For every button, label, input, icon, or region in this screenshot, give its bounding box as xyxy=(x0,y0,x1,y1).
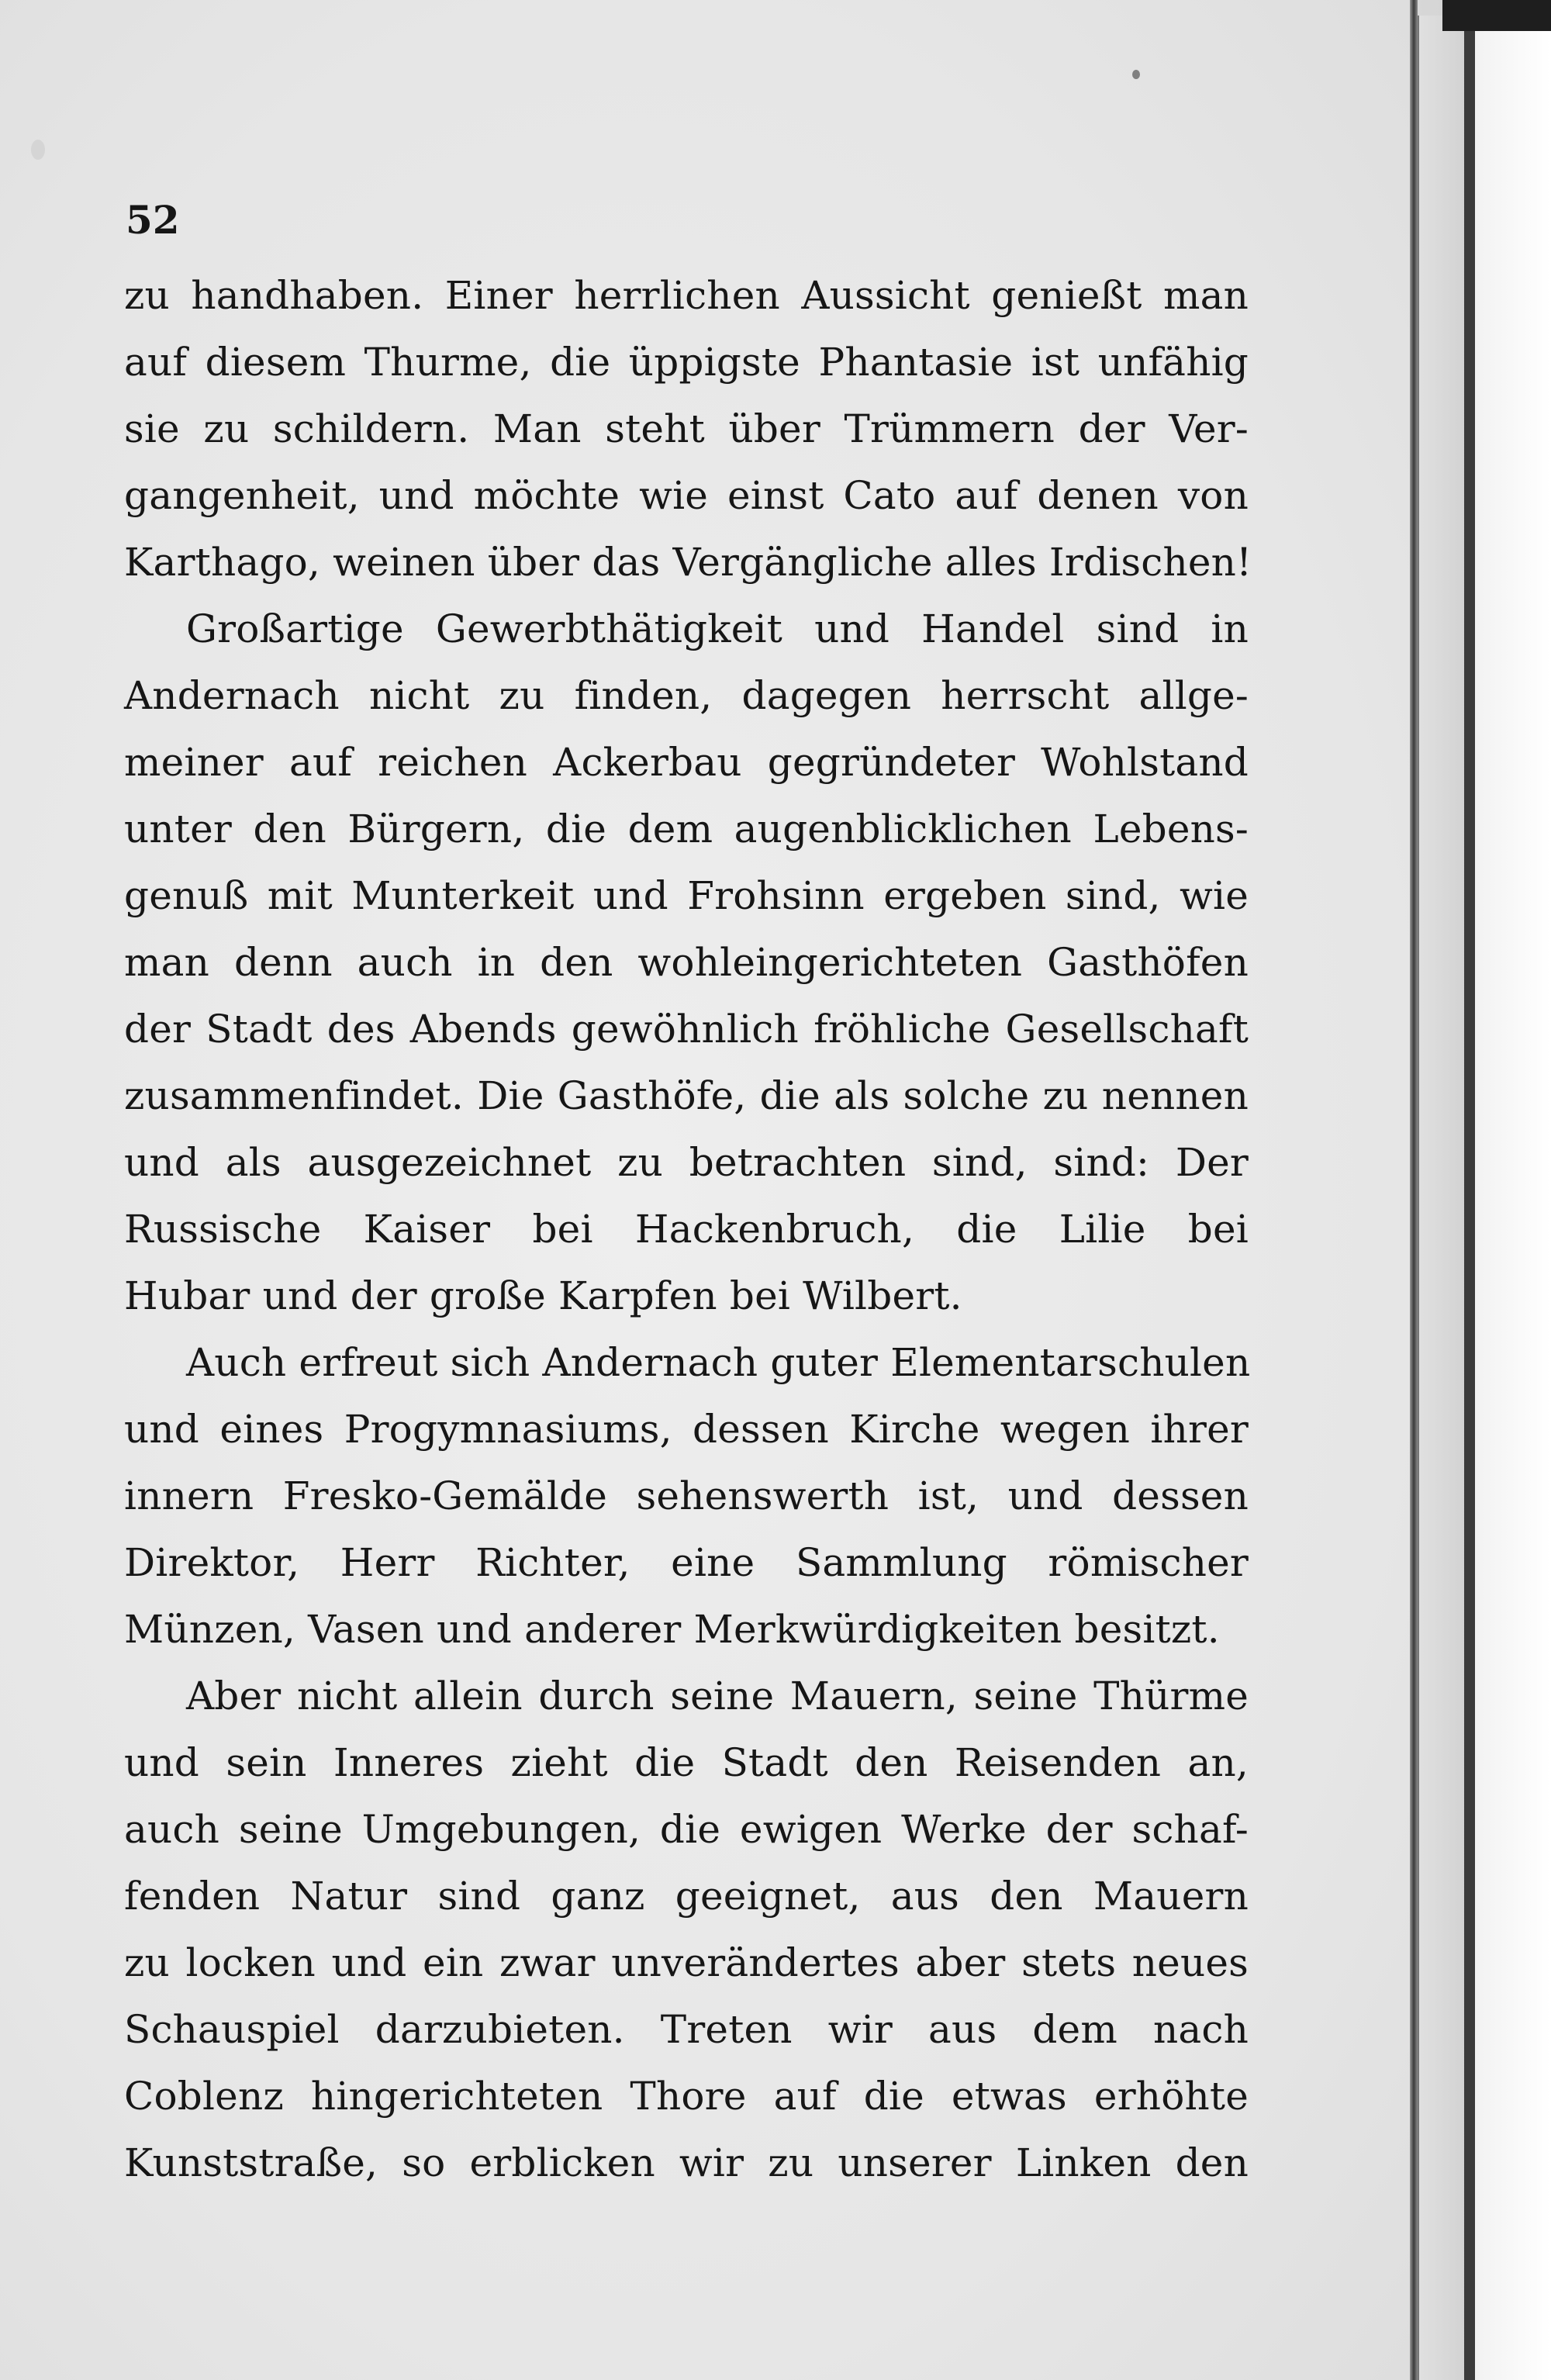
paper-smudge xyxy=(1132,70,1140,79)
text-line: zu handhaben. Einer herrlichen Aussicht genießt man xyxy=(124,273,1249,318)
text-line: Aber nicht allein durch seine Mauern, seine Thürme xyxy=(186,1674,1249,1719)
next-page-edge xyxy=(1418,16,1466,2380)
page-edge-light xyxy=(1475,31,1551,2380)
text-line: Schauspiel darzubieten. Treten wir aus dem nach xyxy=(124,2007,1249,2052)
text-line: Münzen, Vasen und anderer Merkwürdigkeiten besitzt. xyxy=(124,1607,1220,1652)
text-line: Andernach nicht zu finden, dagegen herrscht allge- xyxy=(124,673,1249,718)
text-line: zu locken und ein zwar unverändertes aber stets neues xyxy=(124,1940,1249,1985)
page-number: 52 xyxy=(126,197,180,243)
text-line: Auch erfreut sich Andernach guter Elementarschulen xyxy=(186,1340,1251,1385)
text-line: Russische Kaiser bei Hackenbruch, die Lilie bei xyxy=(124,1207,1249,1252)
text-line: fenden Natur sind ganz geeignet, aus den Mauern xyxy=(124,1874,1249,1919)
text-line: Direktor, Herr Richter, eine Sammlung römischer xyxy=(124,1540,1249,1585)
text-line: Kunststraße, so erblicken wir zu unserer Linken den xyxy=(124,2140,1249,2185)
text-line: und als ausgezeichnet zu betrachten sind, sind: Der xyxy=(124,1140,1249,1185)
text-line: gangenheit, und möchte wie einst Cato auf denen von xyxy=(124,473,1249,518)
text-line: meiner auf reichen Ackerbau gegründeter Wohlstand xyxy=(124,740,1249,785)
text-line: Hubar und der große Karpfen bei Wilbert. xyxy=(124,1273,962,1318)
text-line: genuß mit Munterkeit und Frohsinn ergeben sind, wie xyxy=(124,873,1249,918)
text-line: zusammenfindet. Die Gasthöfe, die als solche zu nennen xyxy=(124,1073,1249,1118)
paper-smudge xyxy=(31,140,45,160)
text-line: Karthago, weinen über das Vergängliche alles Irdischen! xyxy=(124,540,1252,585)
text-line: auch seine Umgebungen, die ewigen Werke der schaf- xyxy=(124,1807,1249,1852)
text-line: und eines Progymnasiums, dessen Kirche wegen ihrer xyxy=(124,1407,1249,1452)
body-text xyxy=(124,262,1252,2196)
text-line: unter den Bürgern, die dem augenblicklichen Lebens- xyxy=(124,807,1249,851)
page-edge-shadow xyxy=(1464,31,1475,2380)
scan-corner xyxy=(1442,0,1551,31)
text-line: auf diesem Thurme, die üppigste Phantasie ist unfähig xyxy=(124,340,1249,385)
book-gutter xyxy=(1410,0,1418,2380)
text-line: Großartige Gewerbthätigkeit und Handel sind in xyxy=(186,606,1249,651)
text-line: innern Fresko-Gemälde sehenswerth ist, und dessen xyxy=(124,1473,1249,1518)
text-line: der Stadt des Abends gewöhnlich fröhliche Gesellschaft xyxy=(124,1007,1249,1052)
text-line: sie zu schildern. Man steht über Trümmern der Ver- xyxy=(124,406,1249,451)
text-line: Coblenz hingerichteten Thore auf die etwas erhöhte xyxy=(124,2074,1249,2119)
text-line: und sein Inneres zieht die Stadt den Reisenden an, xyxy=(124,1740,1249,1785)
text-line: man denn auch in den wohleingerichteten Gasthöfen xyxy=(124,940,1249,985)
